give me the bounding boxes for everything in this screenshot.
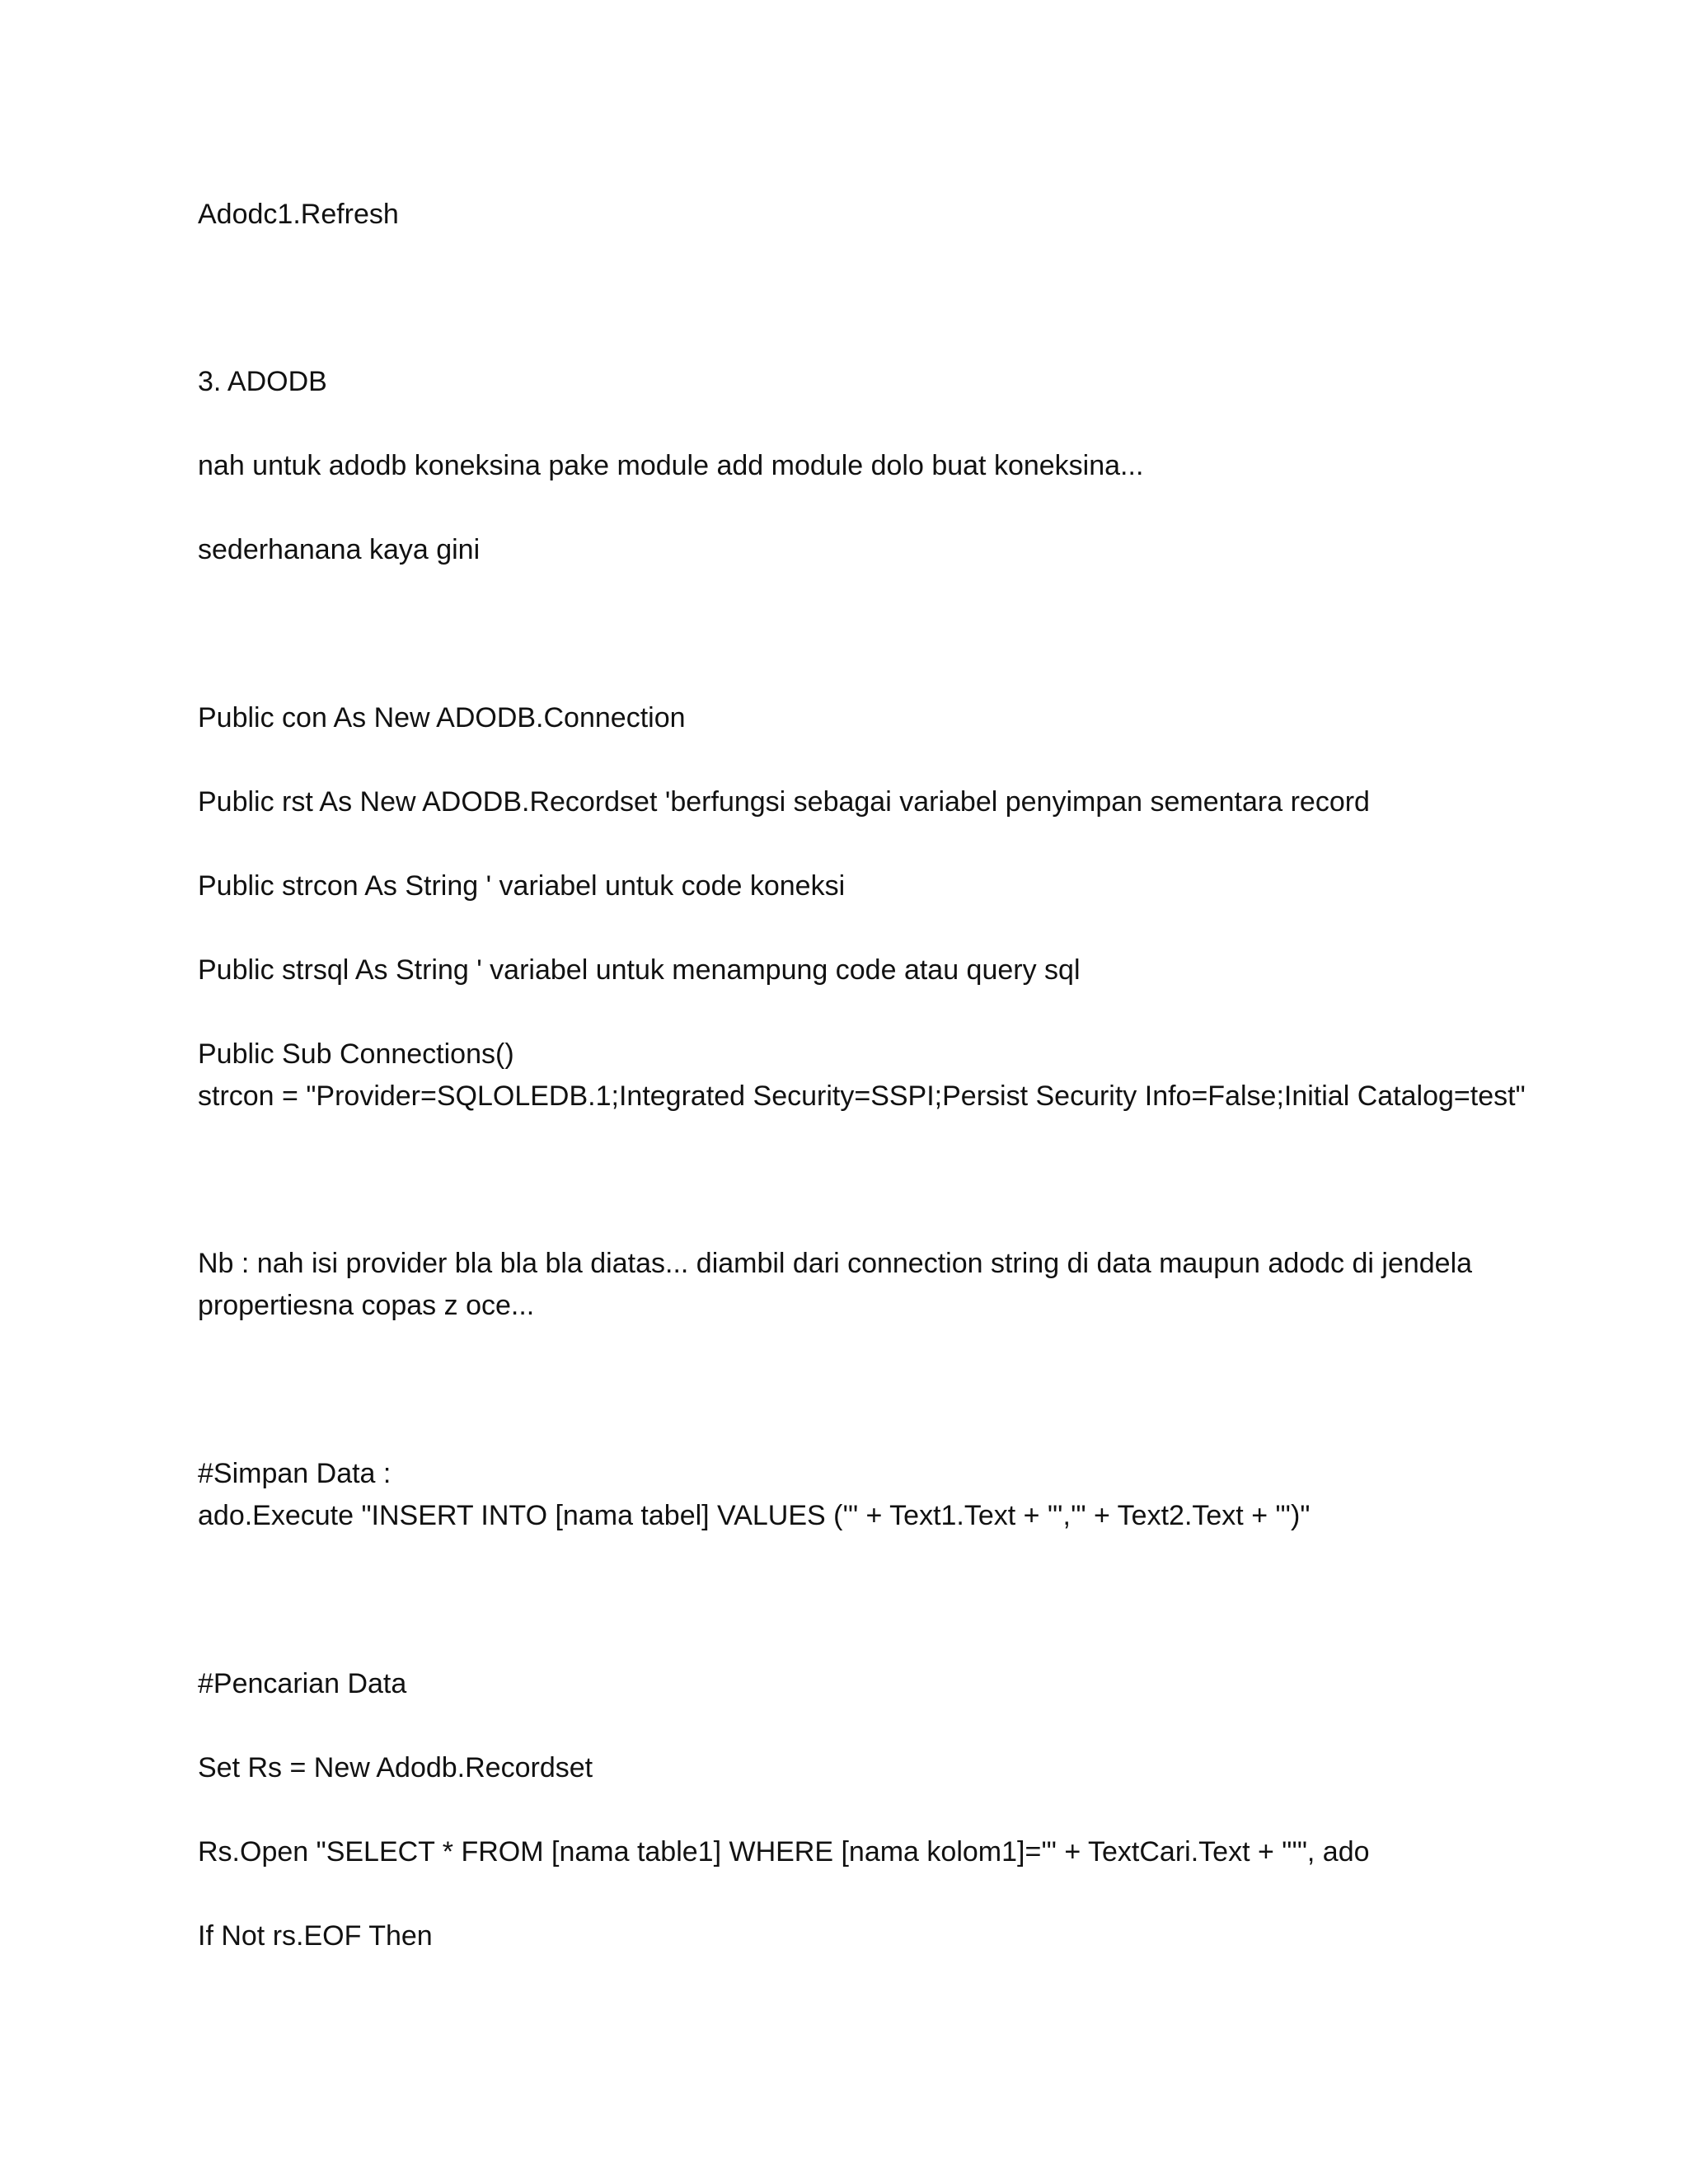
code-line: Public con As New ADODB.Connection — [198, 702, 686, 733]
code-line: strcon = "Provider=SQLOLEDB.1;Integrated Security=SSPI;Persist Security Info=False;Initial Catalog=test" — [198, 1080, 1526, 1112]
code-line: Public strcon As String ' variabel untuk code koneksi — [198, 870, 846, 902]
note-line: propertiesna copas z oce... — [198, 1290, 535, 1321]
code-line: Public rst As New ADODB.Recordset 'berfungsi sebagai variabel penyimpan sementara record — [198, 786, 1370, 818]
code-line: Public Sub Connections() — [198, 1038, 514, 1070]
section-heading: #Pencarian Data — [198, 1668, 407, 1699]
note-line: Nb : nah isi provider bla bla bla diatas... diambil dari connection string di data maupun adodc di jendela — [198, 1248, 1473, 1279]
code-line: Rs.Open "SELECT * FROM [nama table1] WHERE [nama kolom1]='" + TextCari.Text + "'", ado — [198, 1836, 1370, 1868]
text-line: sederhanana kaya gini — [198, 534, 481, 565]
text-line: nah untuk adodb koneksina pake module add module dolo buat koneksina... — [198, 450, 1144, 481]
text-line: Adodc1.Refresh — [198, 199, 399, 230]
code-line: Public strsql As String ' variabel untuk menampung code atau query sql — [198, 954, 1081, 986]
section-heading: #Simpan Data : — [198, 1458, 392, 1489]
code-line: Set Rs = New Adodb.Recordset — [198, 1752, 593, 1783]
code-line: If Not rs.EOF Then — [198, 1920, 433, 1952]
section-heading: 3. ADODB — [198, 366, 327, 397]
code-line: ado.Execute "INSERT INTO [nama tabel] VALUES ('" + Text1.Text + "','" + Text2.Text + "')" — [198, 1500, 1311, 1531]
